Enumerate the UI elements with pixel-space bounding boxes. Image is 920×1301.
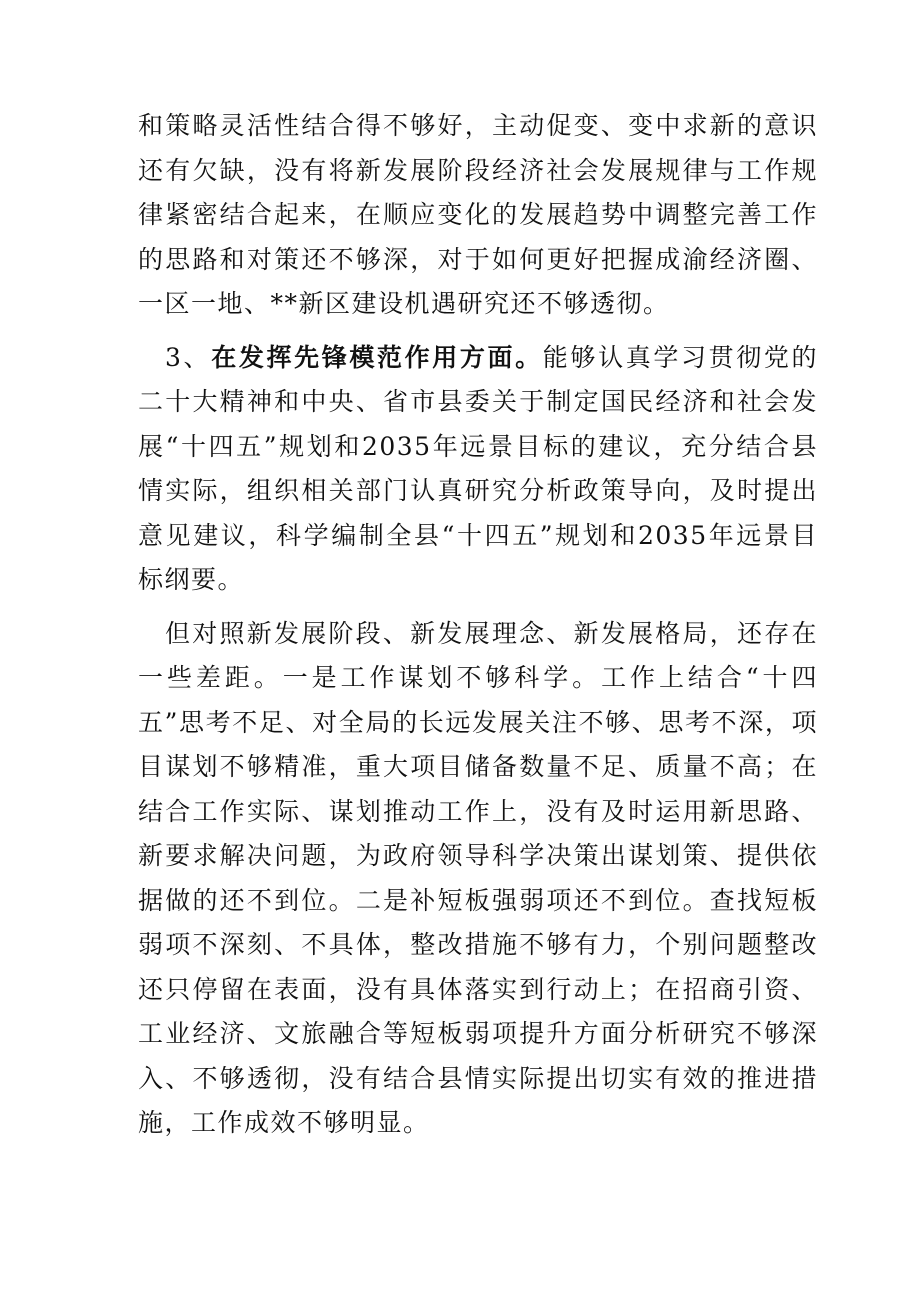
document-body: [138, 104, 818, 1146]
paragraph-shortcomings: 但对照新发展阶段、新发展理念、新发展格局，还存在一些差距。一是工作谋划不够科学。工作上结合“十四五”思考不足、对全局的长远发展关注不够、思考不深，项目谋划不够精准，重大项目储备数量不足、质量不高；在结合工作实际、谋划推动工作上，没有及时运用新思路、新要求解决问题，为政府领导科学决策出谋划策、提供依据做的还不到位。二是补短板强弱项还不到位。查找短板弱项不深刻、不具体，整改措施不够有力，个别问题整改还只停留在表面，没有具体落实到行动上；在招商引资、工业经济、文旅融合等短板弱项提升方面分析研究不够深入、不够透彻，没有结合县情实际提出切实有效的推进措施，工作成效不够明显。: [138, 618, 818, 1137]
paragraph-gap: [138, 327, 818, 336]
paragraph-section-3: [138, 336, 818, 603]
paragraph-gap: [138, 603, 818, 612]
section-text: 能够认真学习贯彻党的二十大精神和中央、省市县委关于制定国民经济和社会发展“十四五”规划和2035年远景目标的建议，充分结合县情实际，组织相关部门认真研究分析政策导向，及时提出意见建议，科学编制全县“十四五”规划和2035年远景目标纲要。: [138, 342, 818, 594]
section-number: 3、: [165, 342, 212, 372]
section-heading: 在发挥先锋模范作用方面。: [211, 342, 543, 372]
paragraph-continuation: 和策略灵活性结合得不够好，主动促变、变中求新的意识还有欠缺，没有将新发展阶段经济社会发展规律与工作规律紧密结合起来，在顺应变化的发展趋势中调整完善工作的思路和对策还不够深，对于如何更好把握成渝经济圈、一区一地、**新区建设机遇研究还不够透彻。: [138, 111, 818, 318]
